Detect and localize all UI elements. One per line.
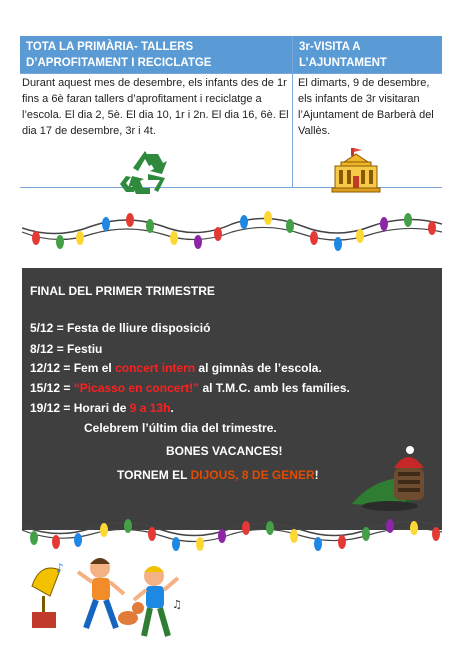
town-hall-icon [329,146,383,196]
return-a: TORNEM EL [117,468,191,482]
line-12-12-red: concert intern [115,361,196,375]
line-15-12-a: 15/12 = [30,381,74,395]
elf-hat-bag-illustration [350,444,440,514]
left-header: TOTA LA PRIMÀRIA- TALLERS D’APROFITAMENT I RECICLATGE [20,36,292,73]
christmas-lights-top [22,208,442,264]
line-15-12 [30,380,350,397]
right-header: 3r-VISITA A L’AJUNTAMENT [293,36,442,73]
line-19-12-b: . [170,401,174,415]
line-15-12-red: “Picasso en concert!” [73,381,200,395]
line-12-12-b: al gimnàs de l’escola. [195,361,322,375]
svg-text:♫: ♫ [172,598,182,611]
final-title: FINAL DEL PRIMER TRIMESTRE [30,284,215,298]
return-b: ! [314,468,319,482]
line-8-12: 8/12 = Festiu [30,342,103,356]
right-body-text: El dimarts, 9 de desembre, els infants de 3r visitaran l’Ajuntament de Barberà del Vallès. [298,77,434,137]
line-19-12-red: 9 a 13h [129,401,171,415]
svg-text:♪: ♪ [56,561,64,575]
news-table [20,36,442,188]
table-divider-vertical [292,36,293,188]
celebration-line: Celebrem l’últim dia del trimestre. [84,421,277,435]
line-12-12-a: 12/12 = Fem el [30,361,116,375]
left-body-text: Durant aquest mes de desembre, els infants des de 1r fins a 6è faran tallers d’aprofitament i reciclatge a l’escola. El dia 2, 5è. El dia 10, 1r i 2n. El dia 16, 6è. El dia 17 de desembre, 3r i 4t. [22,77,289,137]
dancing-kids-illustration [26,556,186,652]
line-15-12-b: al T.M.C. amb les famílies. [199,381,350,395]
return-date-line [117,467,319,484]
line-5-12: 5/12 = Festa de lliure disposició [30,321,211,335]
line-19-12 [30,400,174,417]
christmas-lights-bottom [22,512,442,558]
return-red: DIJOUS, 8 DE GENER [190,468,315,482]
line-12-12 [30,360,322,377]
recycle-icon [118,148,172,198]
bones-vacances: BONES VACANCES! [166,444,283,458]
line-19-12-a: 19/12 = Horari de [30,401,130,415]
